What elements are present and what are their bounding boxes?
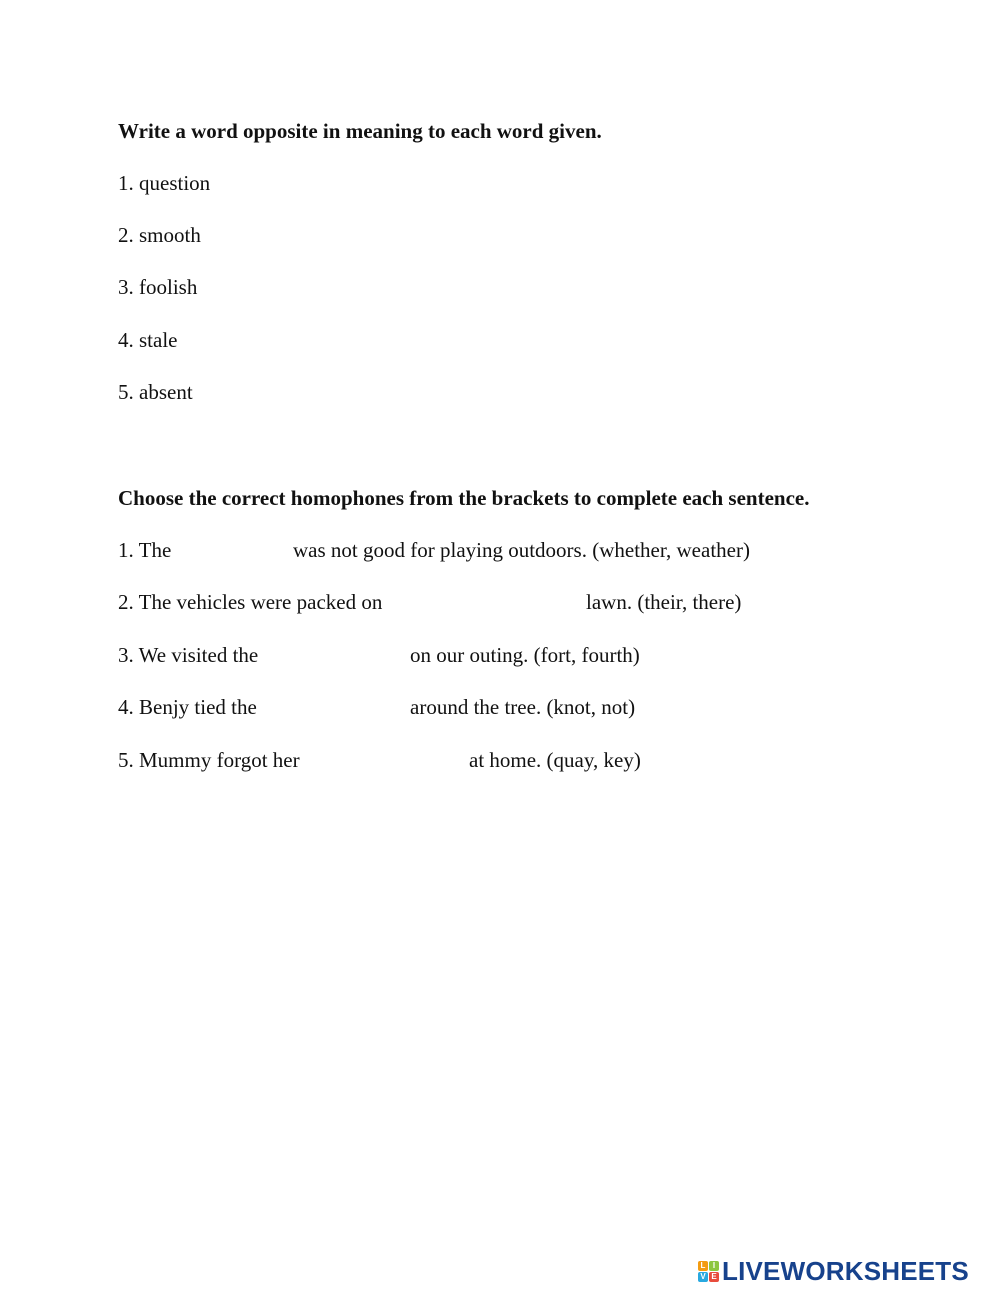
logo-square-i: I [709,1261,719,1271]
homophone-item-4 [118,694,878,720]
homophone-item-1-before: 1. The [118,538,172,562]
liveworksheets-logo-icon [698,1261,719,1282]
antonym-item-1: 1. question [118,171,211,195]
logo-square-l: L [698,1261,708,1271]
homophone-item-1 [118,537,878,563]
liveworksheets-logo [698,1256,969,1286]
homophone-item-4-before: 4. Benjy tied the [118,695,257,719]
homophone-item-2 [118,589,878,615]
section1-heading: Write a word opposite in meaning to each word given. [118,119,602,143]
homophone-item-4-after: around the tree. (knot, not) [410,695,636,719]
homophone-item-3-after: on our outing. (fort, fourth) [410,643,640,667]
antonym-item-2: 2. smooth [118,223,201,247]
logo-square-e: E [709,1272,719,1282]
homophone-item-2-after: lawn. (their, there) [586,590,742,614]
homophone-item-5-after: at home. (quay, key) [469,748,641,772]
section2-heading: Choose the correct homophones from the brackets to complete each sentence. [118,486,810,510]
antonym-item-5: 5. absent [118,380,193,404]
liveworksheets-logo-text: LIVEWORKSHEETS [722,1256,969,1286]
homophone-item-3-before: 3. We visited the [118,643,259,667]
homophone-item-2-before: 2. The vehicles were packed on [118,590,383,614]
homophone-item-1-after: was not good for playing outdoors. (whether, weather) [293,538,750,562]
homophone-item-5-before: 5. Mummy forgot her [118,748,300,772]
homophone-item-3 [118,642,878,668]
antonym-item-4: 4. stale [118,328,178,352]
antonym-item-3: 3. foolish [118,275,198,299]
homophone-item-5 [118,747,878,773]
logo-square-v: V [698,1272,708,1282]
